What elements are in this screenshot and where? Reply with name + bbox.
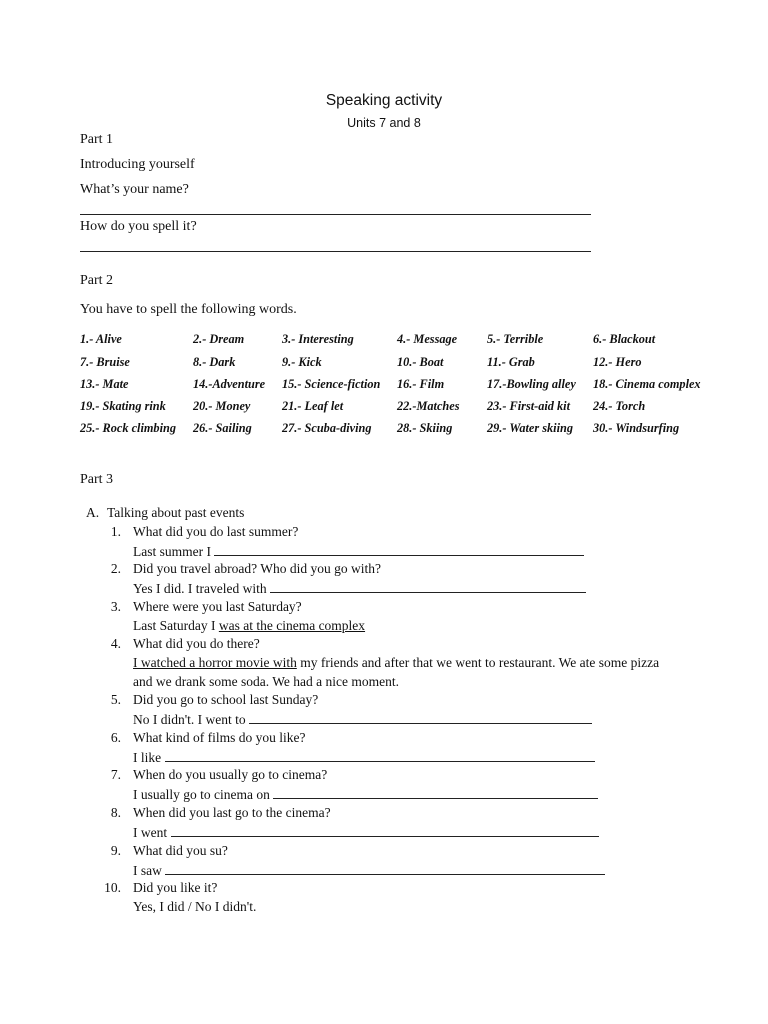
question-text: What kind of films do you like? — [133, 730, 306, 745]
spelling-word: 24.- Torch — [593, 399, 646, 413]
part1-intro: Introducing yourself — [80, 157, 195, 172]
answer-prefix: Yes I did. I traveled with — [133, 581, 267, 596]
answer-underlined: I watched a horror movie with — [133, 655, 297, 670]
spelling-word: 18.- Cinema complex — [593, 377, 701, 391]
answer-line — [133, 862, 605, 879]
question-text: Where were you last Saturday? — [133, 599, 302, 614]
question-number: 9. — [110, 843, 121, 858]
answer-line — [133, 824, 599, 841]
answer-prefix: I usually go to cinema on — [133, 787, 270, 802]
answer-line — [133, 580, 586, 597]
spelling-word: 29.- Water skiing — [487, 421, 573, 435]
answer-blank[interactable] — [249, 711, 592, 724]
answer-prefix: Last Saturday I — [133, 618, 216, 633]
question-text: Did you go to school last Sunday? — [133, 692, 319, 707]
answer-prefix: I went — [133, 825, 168, 840]
spelling-word: 1.- Alive — [80, 332, 122, 346]
question-number: 6. — [110, 730, 121, 745]
question-number: 3. — [110, 599, 121, 614]
spelling-word: 11.- Grab — [487, 355, 535, 369]
spelling-word: 27.- Scuba-diving — [282, 421, 372, 435]
part3-label: Part 3 — [80, 472, 114, 487]
spelling-word: 4.- Message — [397, 332, 458, 346]
spelling-word: 10.- Boat — [397, 355, 444, 369]
question-text: What did you do last summer? — [133, 524, 299, 539]
part2-instruction: You have to spell the following words. — [80, 302, 297, 317]
answer-line — [133, 655, 659, 671]
spelling-word: 17.-Bowling alley — [487, 377, 576, 391]
question-spell: How do you spell it? — [80, 219, 197, 234]
question-number: 8. — [110, 805, 121, 820]
spelling-word: 13.- Mate — [80, 377, 129, 391]
spelling-word: 5.- Terrible — [487, 332, 544, 346]
spelling-word: 26.- Sailing — [193, 421, 252, 435]
answer-blank[interactable] — [171, 824, 599, 837]
answer-blank[interactable] — [165, 749, 595, 762]
answer-line — [133, 618, 365, 634]
answer-prefix: Last summer I — [133, 544, 211, 559]
page-title: Speaking activity — [325, 92, 443, 109]
question-text: Did you like it? — [133, 880, 218, 895]
question-number: 1. — [110, 524, 121, 539]
spelling-word: 19.- Skating rink — [80, 399, 166, 413]
question-number: 2. — [110, 561, 121, 576]
spelling-word: 22.-Matches — [397, 399, 460, 413]
answer-blank[interactable] — [214, 543, 584, 556]
spelling-word: 28.- Skiing — [397, 421, 453, 435]
answer-line — [133, 543, 584, 560]
question-text: When did you last go to the cinema? — [133, 805, 331, 820]
answer-prefix: I saw — [133, 863, 162, 878]
question-number: 7. — [110, 767, 121, 782]
answer-line — [133, 786, 598, 803]
question-number: 10. — [104, 880, 121, 895]
spelling-word: 23.- First-aid kit — [487, 399, 571, 413]
answer-prefix: No I didn't. I went to — [133, 712, 246, 727]
part1-label: Part 1 — [80, 132, 114, 147]
section-letter: A. — [86, 505, 100, 520]
spelling-word: 12.- Hero — [593, 355, 642, 369]
question-name: What’s your name? — [80, 182, 189, 197]
answer-line-name[interactable] — [80, 214, 591, 215]
answer-blank[interactable] — [273, 786, 598, 799]
answer-line — [133, 711, 592, 728]
question-text: Did you travel abroad? Who did you go with? — [133, 561, 381, 576]
answer-blank[interactable] — [270, 580, 586, 593]
spelling-word: 30.- Windsurfing — [593, 421, 680, 435]
spelling-word: 21.- Leaf let — [282, 399, 344, 413]
question-number: 5. — [110, 692, 121, 707]
spelling-word: 16.- Film — [397, 377, 445, 391]
part2-label: Part 2 — [80, 273, 114, 288]
spelling-word: 15.- Science-fiction — [282, 377, 381, 391]
answer-line — [133, 749, 595, 766]
question-text: When do you usually go to cinema? — [133, 767, 328, 782]
spelling-word: 14.-Adventure — [193, 377, 266, 391]
spelling-word: 8.- Dark — [193, 355, 236, 369]
spelling-word: 3.- Interesting — [282, 332, 354, 346]
question-text: What did you do there? — [133, 636, 260, 651]
spelling-word: 2.- Dream — [193, 332, 245, 346]
spelling-word: 25.- Rock climbing — [80, 421, 176, 435]
answer-underlined: was at the cinema complex — [218, 618, 366, 633]
answer-text: my friends and after that we went to restaurant. We ate some pizza — [300, 655, 660, 670]
question-number: 4. — [110, 636, 121, 651]
spelling-word: 9.- Kick — [282, 355, 322, 369]
answer-text: Yes, I did / No I didn't. — [133, 899, 257, 914]
question-text: What did you su? — [133, 843, 228, 858]
section-title: Talking about past events — [107, 505, 245, 520]
answer-text-line2: and we drank some soda. We had a nice moment. — [133, 674, 399, 689]
page-subtitle: Units 7 and 8 — [347, 116, 421, 130]
answer-blank[interactable] — [165, 862, 605, 875]
spelling-word: 6.- Blackout — [593, 332, 656, 346]
spelling-word: 7.- Bruise — [80, 355, 130, 369]
answer-line-spell[interactable] — [80, 251, 591, 252]
spelling-word: 20.- Money — [193, 399, 251, 413]
answer-prefix: I like — [133, 750, 162, 765]
